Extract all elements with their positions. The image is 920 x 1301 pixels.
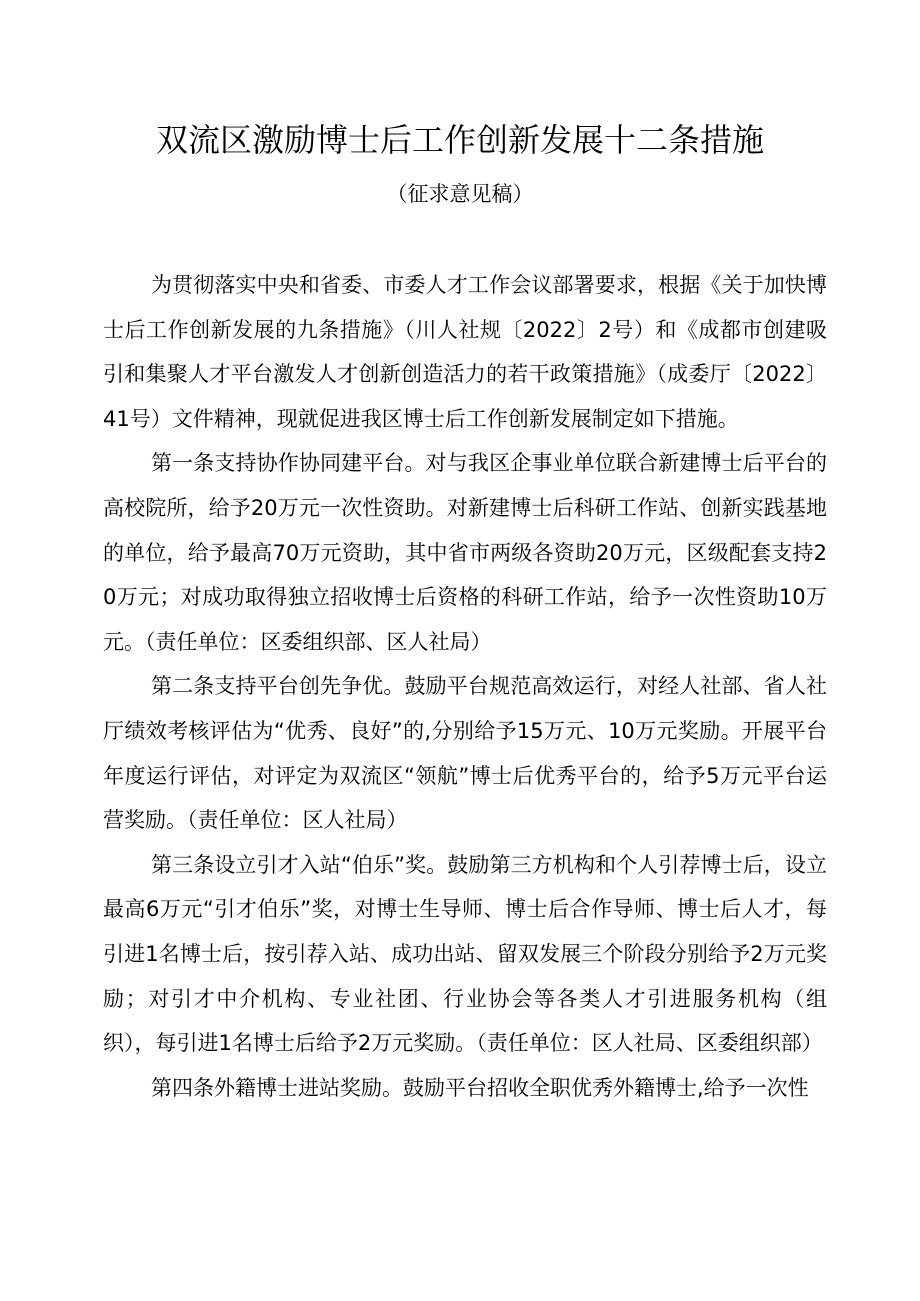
document-subtitle: （征求意见稿）	[386, 182, 534, 206]
document-title: 双流区激励博士后工作创新发展十二条措施	[155, 121, 764, 159]
paragraph-article-4: 第四条外籍博士进站奖励。鼓励平台招收全职优秀外籍博士,给予一次性	[151, 1075, 809, 1100]
paragraph-preamble: 为贯彻落实中央和省委、市委人才工作会议部署要求，根据《关于加快博士后工作创新发展的九条措施》（川人社规〔2022〕2号）和《成都市创建吸引和集聚人才平台激发人才创新创造活力的若干政策措施》（成委厅〔2022〕41号）文件精神，现就促进我区博士后工作创新发展制定如下措施。	[103, 273, 827, 431]
document-body	[103, 263, 827, 1110]
paragraph-article-1: 第一条支持协作协同建平台。对与我区企事业单位联合新建博士后平台的高校院所，给予20万元一次性资助。对新建博士后科研工作站、创新实践基地的单位，给予最高70万元资助，其中省市两级各资助20万元，区级配套支持20万元；对成功取得独立招收博士后资格的科研工作站，给予一次性资助10万元。（责任单位：区委组织部、区人社局）	[103, 451, 827, 654]
paragraph-article-3: 第三条设立引才入站“伯乐”奖。鼓励第三方机构和个人引荐博士后，设立最高6万元“引才伯乐”奖，对博士生导师、博士后合作导师、博士后人才，每引进1名博士后，按引荐入站、成功出站、留双发展三个阶段分别给予2万元奖励；对引才中介机构、专业社团、行业协会等各类人才引进服务机构（组织），每引进1名博士后给予2万元奖励。（责任单位：区人社局、区委组织部）	[103, 852, 827, 1056]
paragraph-article-2: 第二条支持平台创先争优。鼓励平台规范高效运行，对经人社部、省人社厅绩效考核评估为“优秀、良好”的,分别给予15万元、10万元奖励。开展平台年度运行评估，对评定为双流区“领航”博士后优秀平台的，给予5万元平台运营奖励。（责任单位：区人社局）	[103, 674, 827, 833]
